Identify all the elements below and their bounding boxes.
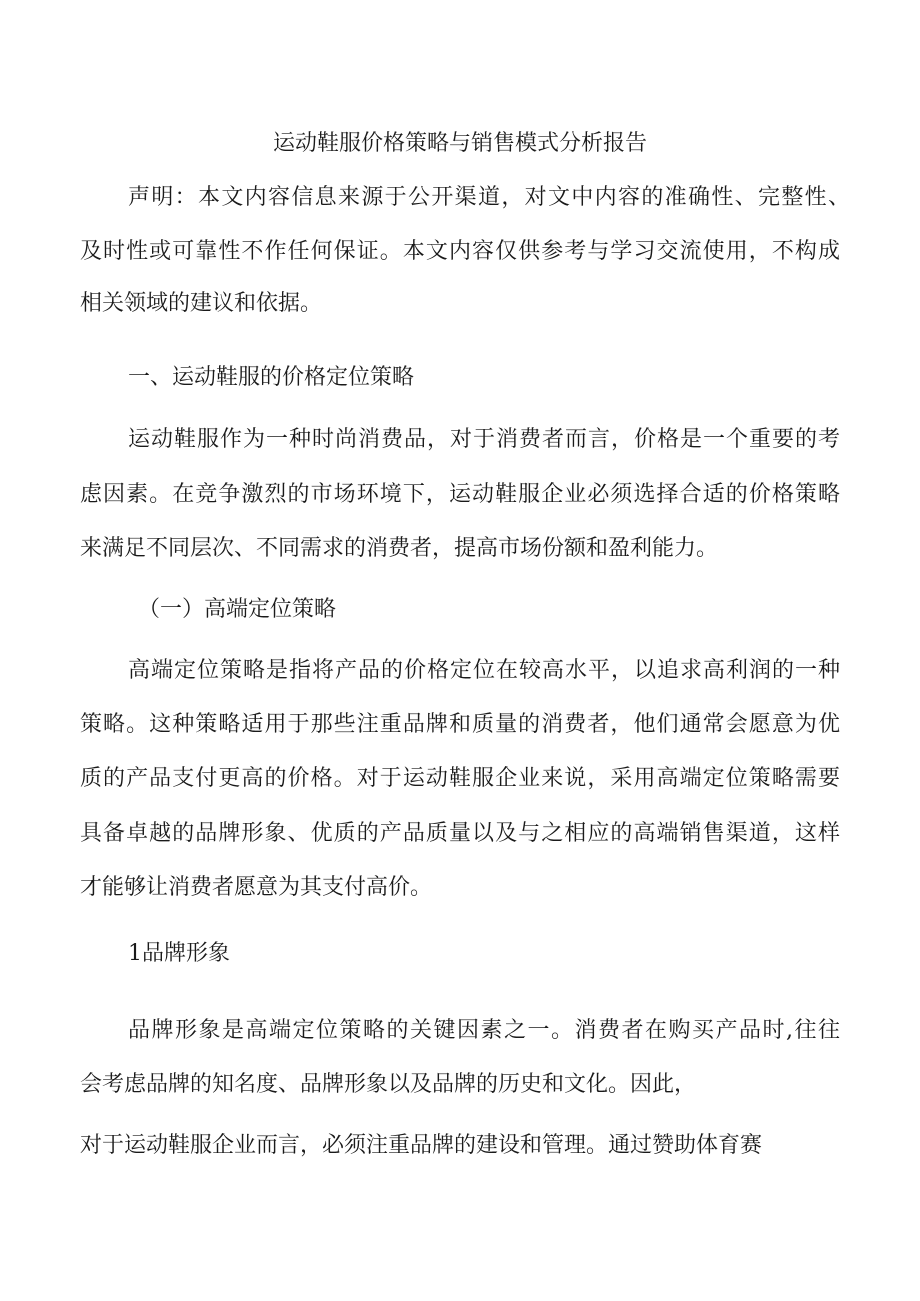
sub-paragraph-line-4: 具备卓越的品牌形象、优质的产品质量以及与之相应的高端销售渠道，这样 xyxy=(80,821,840,846)
disclaimer-line-3: 相关领域的建议和依据。 xyxy=(80,291,323,316)
document-title: 运动鞋服价格策略与销售模式分析报告 xyxy=(272,131,647,156)
intro-line-1: 运动鞋服作为一种时尚消费品，对于消费者而言，价格是一个重要的考 xyxy=(128,427,840,452)
section-heading: 一、运动鞋服的价格定位策略 xyxy=(128,365,415,390)
item-paragraph-line-1: 品牌形象是高端定位策略的关键因素之一。消费者在购买产品时,往往 xyxy=(128,1018,840,1043)
item-paragraph-line-3: 对于运动鞋服企业而言，必须注重品牌的建设和管理。通过赞助体育赛 xyxy=(80,1133,763,1158)
item-paragraph-line-2: 会考虑品牌的知名度、品牌形象以及品牌的历史和文化。因此， xyxy=(80,1072,697,1097)
intro-line-2: 虑因素。在竞争激烈的市场环境下，运动鞋服企业必须选择合适的价格策略 xyxy=(80,482,840,507)
sub-paragraph-line-3: 质的产品支付更高的价格。对于运动鞋服企业来说，采用高端定位策略需要 xyxy=(80,766,840,791)
item-heading: 1品牌形象 xyxy=(128,941,230,966)
sub-paragraph-line-1: 高端定位策略是指将产品的价格定位在较高水平，以追求高利润的一种 xyxy=(128,658,840,683)
sub-paragraph-line-2: 策略。这种策略适用于那些注重品牌和质量的消费者，他们通常会愿意为优 xyxy=(80,712,840,737)
disclaimer-line-2: 及时性或可靠性不作任何保证。本文内容仅供参考与学习交流使用，不构成 xyxy=(80,239,840,264)
sub-paragraph-line-5: 才能够让消费者愿意为其支付高价。 xyxy=(80,875,433,900)
disclaimer-line-1: 声明：本文内容信息来源于公开渠道，对文中内容的准确性、完整性、 xyxy=(128,185,850,210)
intro-line-3: 来满足不同层次、不同需求的消费者，提高市场份额和盈利能力。 xyxy=(80,536,719,561)
subsection-heading: （一）高端定位策略 xyxy=(138,597,337,622)
